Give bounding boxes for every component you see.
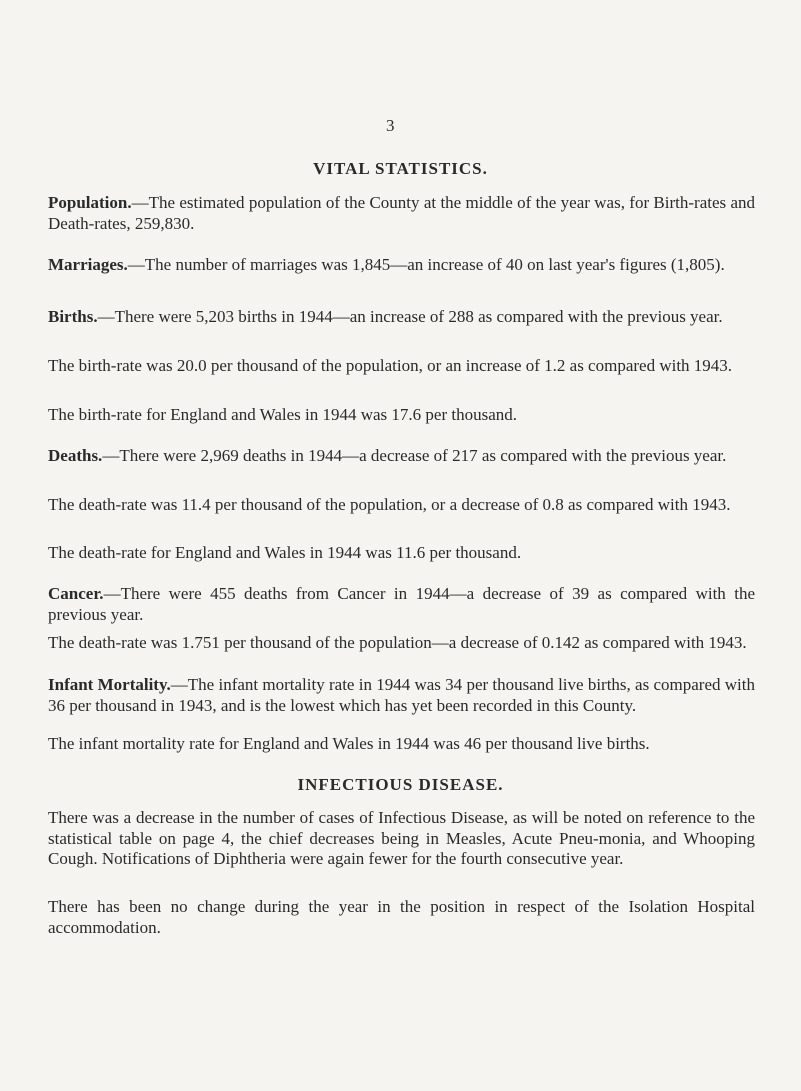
lead-infant-mortality: Infant Mortality. [48, 675, 171, 694]
lead-population: Population. [48, 193, 132, 212]
paragraph-population [48, 193, 755, 234]
paragraph-cancer-death-rate: The death-rate was 1.751 per thousand of the population—a decrease of 0.142 as compared with 1943. [48, 633, 747, 652]
paragraph-deaths [48, 446, 755, 467]
paragraph-births [48, 307, 755, 328]
text-population: —The estimated population of the County at the middle of the year was, for Birth-rates and Death-rates, 259,830. [48, 193, 755, 233]
lead-cancer: Cancer. [48, 584, 104, 603]
page-number: 3 [386, 116, 395, 135]
paragraph-marriages [48, 255, 755, 276]
paragraph-cancer [48, 584, 755, 625]
section-heading-infectious-disease: INFECTIOUS DISEASE. [297, 775, 504, 794]
text-deaths: —There were 2,969 deaths in 1944—a decrease of 217 as compared with the previous year. [102, 446, 727, 465]
paragraph-isolation-hospital: There has been no change during the year in the position in respect of the Isolation Hospital accommodation. [48, 897, 755, 937]
paragraph-infant-mortality [48, 675, 755, 716]
paragraph-infant-mortality-england-wales: The infant mortality rate for England and Wales in 1944 was 46 per thousand live births. [48, 734, 650, 753]
lead-marriages: Marriages. [48, 255, 128, 274]
paragraph-death-rate: The death-rate was 11.4 per thousand of the population, or a decrease of 0.8 as compared with 1943. [48, 495, 731, 514]
text-cancer: —There were 455 deaths from Cancer in 1944—a decrease of 39 as compared with the previous year. [48, 584, 755, 624]
lead-births: Births. [48, 307, 98, 326]
paragraph-death-rate-england-wales: The death-rate for England and Wales in 1944 was 11.6 per thousand. [48, 543, 522, 562]
paragraph-infectious-disease: There was a decrease in the number of cases of Infectious Disease, as will be noted on reference to the statistical table on page 4, the chief decreases being in Measles, Acute Pneu-monia, and Whooping Cough. Notifications of Diphtheria were again fewer for the fourth consecutive year. [48, 808, 755, 868]
paragraph-birth-rate-england-wales: The birth-rate for England and Wales in 1944 was 17.6 per thousand. [48, 405, 518, 424]
paragraph-birth-rate: The birth-rate was 20.0 per thousand of the population, or an increase of 1.2 as compared with 1943. [48, 356, 733, 375]
section-heading-vital-statistics: VITAL STATISTICS. [313, 159, 488, 178]
text-marriages: —The number of marriages was 1,845—an increase of 40 on last year's figures (1,805). [127, 255, 725, 274]
lead-deaths: Deaths. [48, 446, 103, 465]
text-infant-mortality: —The infant mortality rate in 1944 was 34 per thousand live births, as compared with 36 per thousand in 1943, and is the lowest which has yet been recorded in this County. [48, 675, 755, 715]
text-births: —There were 5,203 births in 1944—an increase of 288 as compared with the previous year. [97, 307, 723, 326]
